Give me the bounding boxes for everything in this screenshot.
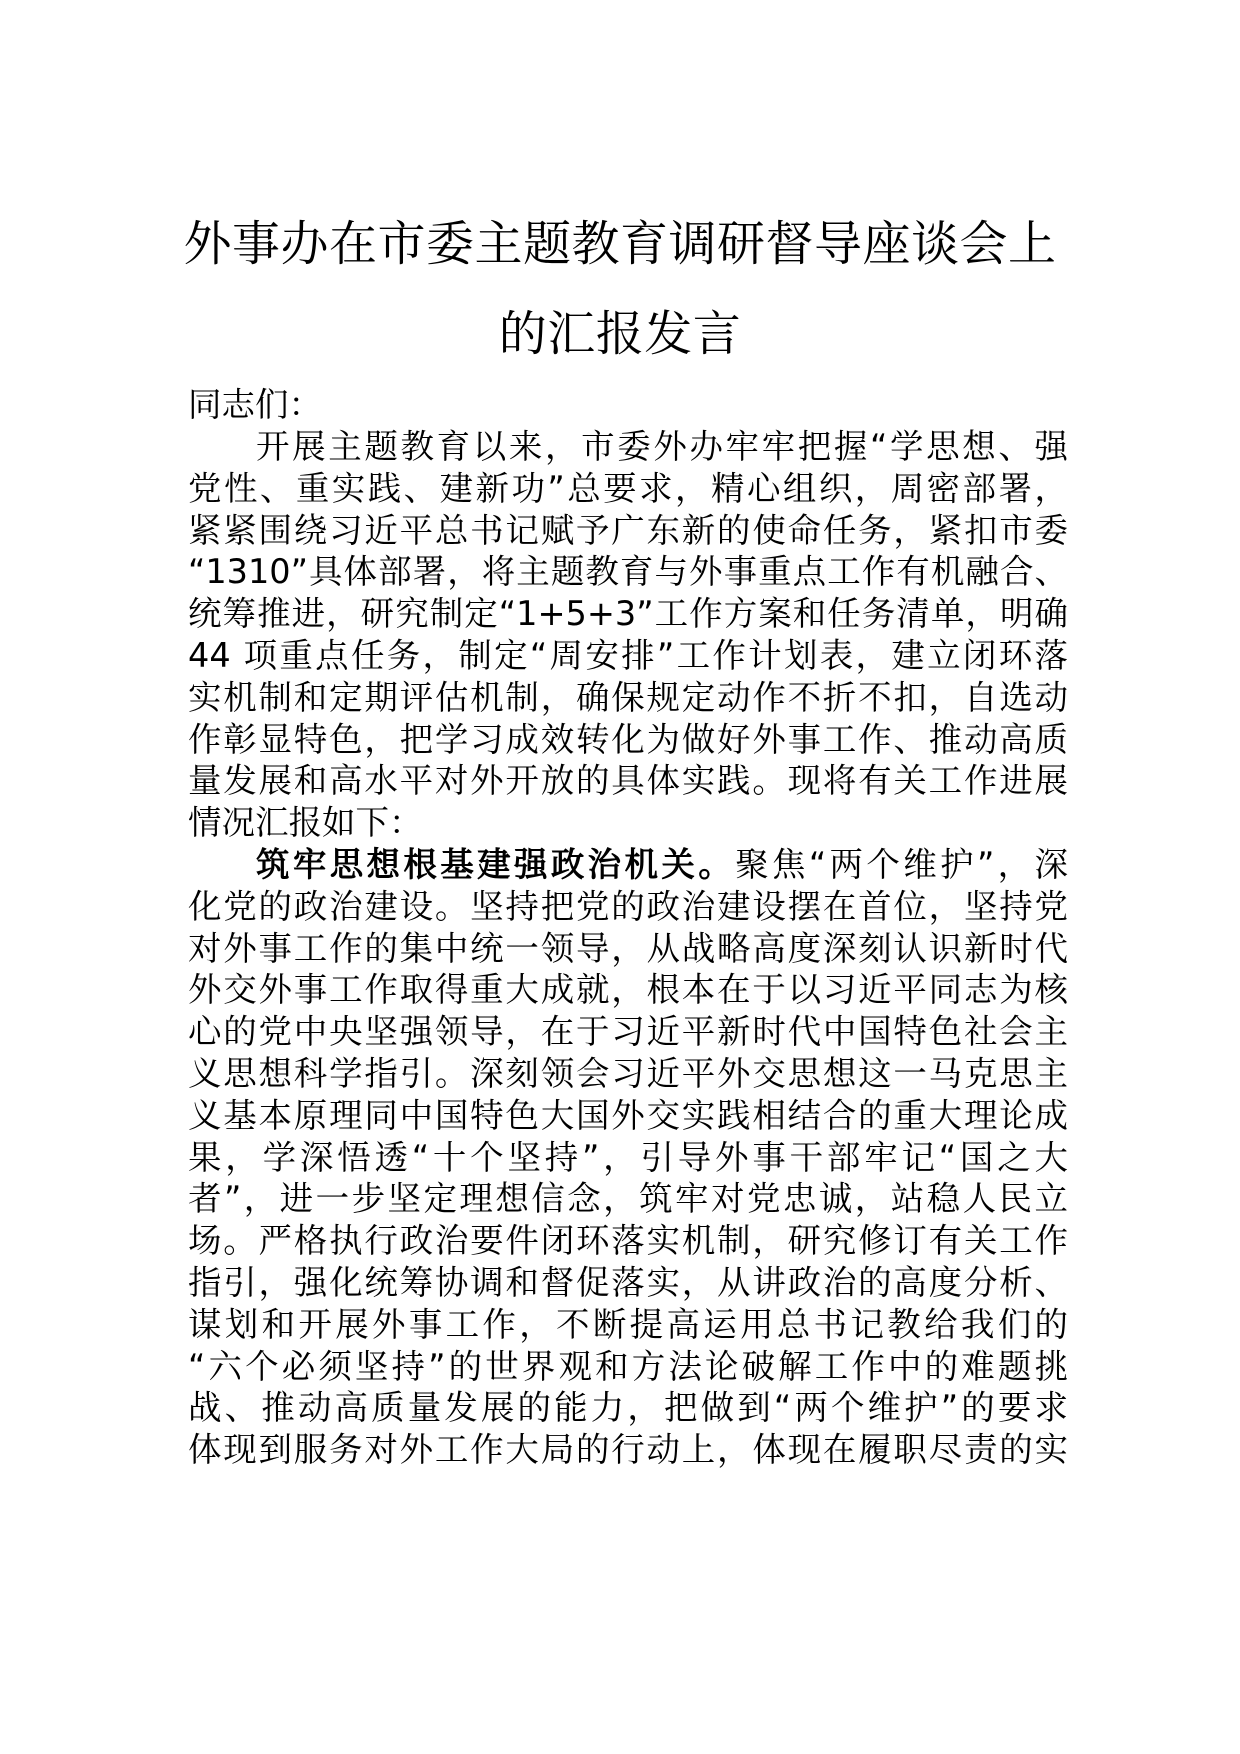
paragraph-1-line: 党性、重实践、建新功”总要求，精心组织，周密部署， <box>188 469 1068 508</box>
salutation: 同志们： <box>188 385 322 424</box>
section-1-line: 果，学深悟透“十个坚持”，引导外事干部牢记“国之大 <box>188 1138 1068 1177</box>
section-1-line: 心的党中央坚强领导，在于习近平新时代中国特色社会主 <box>188 1012 1068 1051</box>
section-1-line: “六个必须坚持”的世界观和方法论破解工作中的难题挑 <box>188 1347 1068 1386</box>
section-1-line: 对外事工作的集中统一领导，从战略高度深刻认识新时代 <box>188 929 1068 968</box>
paragraph-1-line: 实机制和定期评估机制，确保规定动作不折不扣，自选动 <box>188 678 1068 717</box>
section-1-first-line <box>256 842 1068 888</box>
section-1-line: 战、推动高质量发展的能力，把做到“两个维护”的要求 <box>188 1388 1068 1427</box>
paragraph-1-line: 情况汇报如下： <box>188 803 423 842</box>
paragraph-1-line: 统筹推进，研究制定“1+5+3”工作方案和任务清单，明确 <box>188 594 1068 633</box>
paragraph-1-line: 44 项重点任务，制定“周安排”工作计划表，建立闭环落 <box>188 636 1068 675</box>
paragraph-1-line: 作彰显特色，把学习成效转化为做好外事工作、推动高质 <box>188 720 1068 759</box>
document-title-line-1: 外事办在市委主题教育调研督导座谈会上 <box>183 216 1057 272</box>
section-1-line: 体现到服务对外工作大局的行动上，体现在履职尽责的实 <box>188 1430 1068 1469</box>
section-1-heading: 筑牢思想根基建强政治机关。 <box>256 845 736 884</box>
paragraph-1-line: 紧紧围绕习近平总书记赋予广东新的使命任务，紧扣市委 <box>188 511 1068 550</box>
section-1-line: 义思想科学指引。深刻领会习近平外交思想这一马克思主 <box>188 1054 1068 1093</box>
section-1-line: 者”，进一步坚定理想信念，筑牢对党忠诚，站稳人民立 <box>188 1179 1068 1218</box>
paragraph-1-line: 量发展和高水平对外开放的具体实践。现将有关工作进展 <box>188 761 1068 800</box>
section-1-line: 外交外事工作取得重大成就，根本在于以习近平同志为核 <box>188 970 1068 1009</box>
section-1-first-line-rest: 聚焦“两个维护”，深 <box>735 845 1069 884</box>
section-1-line: 场。严格执行政治要件闭环落实机制，研究修订有关工作 <box>188 1221 1068 1260</box>
paragraph-1-line: 开展主题教育以来，市委外办牢牢把握“学思想、强 <box>256 427 1068 466</box>
document-title-line-2: 的汇报发言 <box>498 306 742 362</box>
paragraph-1-line: “1310”具体部署，将主题教育与外事重点工作有机融合、 <box>188 552 1068 591</box>
section-1-line: 谋划和开展外事工作，不断提高运用总书记教给我们的 <box>188 1305 1068 1344</box>
section-1-line: 化党的政治建设。坚持把党的政治建设摆在首位，坚持党 <box>188 887 1068 926</box>
section-1-line: 指引，强化统筹协调和督促落实，从讲政治的高度分析、 <box>188 1263 1068 1302</box>
section-1-line: 义基本原理同中国特色大国外交实践相结合的重大理论成 <box>188 1096 1068 1135</box>
